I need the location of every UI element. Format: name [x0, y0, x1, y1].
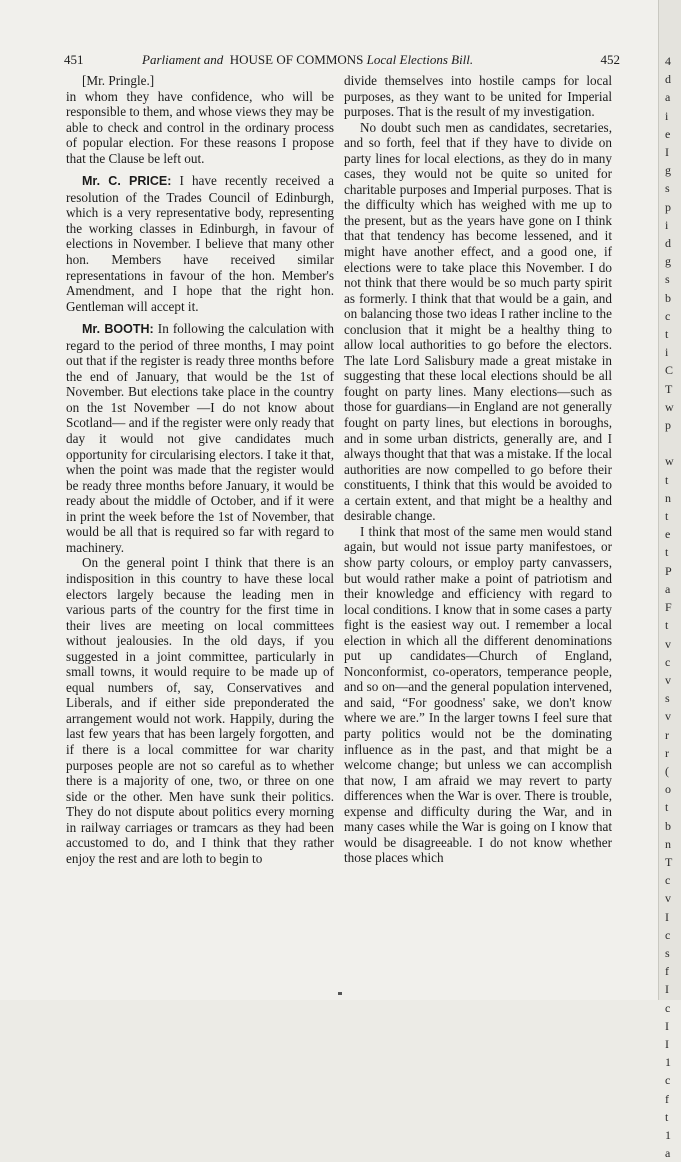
- paragraph-i-think: I think that most of the same men would stand again, but would not issue party manifestoes, or show party colours, or employ party canvassers, but would rather make a point of patriotism and their knowledge and efficiency with regard to local conditions. I know that in some cases a party fight is the easiest way out. I remember a local election in which all the different denominations put up candidates—Church of England, Nonconformist, co-operators, temperance people, and so on—and the general population intervened, and said, “For goodness' sake, we don't know where we are.” In the larger towns I feel sure that party politics would not be the dominating influence as in the past, and that might be a welcome change; but unless we can accomplish that now, I am afraid we may revert to party differences when the War is over. There is trouble, expense and difficulty during the War, and in many cases while the War is going on I know that would be disagreeable. I do not know whether those places which: [344, 523, 612, 866]
- left-column: [66, 73, 334, 866]
- running-title-center: HOUSE OF COMMONS: [229, 52, 364, 67]
- adjacent-page-text: 4 d a i e I g s p i d g s b c t i C T w p w t n t e t P a F t v c v s v r r ( o t b n T c v I c s f I c I I 1 c f t 1 a: [665, 54, 674, 1161]
- running-title-left: Parliament and: [142, 52, 224, 67]
- page-number-right: 452: [600, 52, 620, 67]
- paragraph-no-doubt: No doubt such men as candidates, secretaries, and so forth, feel that if they have to divide on party lines for local elections, as they do in many cases, they would not be quite so united for charitable purposes and Imperial purposes. That is the difficulty which has weighed with me up to the present, but as the years have gone on I think that that tendency has become lessened, and it might have another effect, and a good one, if elections were to take place this November. I do not think that there would be so much party spirit as formerly. I think that that would be a gain, and on balancing those two ideas I rather incline to the conclusion that it might be a healthy thing to allow local authorities to go before the electors. The late Lord Salisbury made a great mistake in suggesting that these local elections should be all fought on party lines. Many elections—such as those for guardians—in England are not generally fought on party lines, but elections in boroughs, and in some urban districts, generally are, and I always thought that that was a mistake. If the local authorities are now compelled to go before their constituents, I think that this would be avoided to a certain extent, and that might be a healthy and desirable change.: [344, 119, 612, 524]
- speech-price: I have recently received a resolution of the Trades Council of Edinburgh, which is a very representative body, representing the working classes in Edinburgh, in favour of elections in November. I believe that many other hon. Members have received similar representations in favour of the hon. Member's Amendment, and I hope that the right hon. Gentleman will accept it.: [66, 173, 335, 314]
- continuation-speaker: [Mr. Pringle.]: [82, 73, 155, 88]
- running-title-right: Local Elections Bill.: [366, 52, 474, 67]
- paragraph-continuation: divide themselves into hostile camps for local purposes, as they want to be united for Imperial purposes. That is the result of my investigation.: [344, 73, 612, 120]
- running-title: [142, 52, 473, 68]
- paragraph-price: [66, 173, 334, 314]
- paragraph-booth: [66, 321, 334, 555]
- speech-booth: In following the calculation with regard to the period of three months, I may point out that if the register is ready three months before the end of January, that would be the 1st of November. But elections take place in the country on the 1st November —I do not know about Scotland— and if the register were only ready that day it would not give candidates much opportunity for circularising electors. I take it that, when the point was made that the register would be ready three months before January, it would be ready about the middle of October, and if it were in print the week before the 1st of November, that would be all that is required so far with regard to machinery.: [66, 321, 334, 555]
- page-number-left: 451: [64, 52, 84, 67]
- right-column: [344, 73, 612, 866]
- paragraph-pringle: in whom they have confidence, who will be responsible to them, and whose views they may be able to check and control in the ordinary process of popular election. For these reasons I propose that the Clause be left out.: [66, 88, 334, 166]
- speaker-name-booth: Mr. BOOTH:: [82, 322, 154, 337]
- paragraph-general-point: On the general point I think that there is an indisposition in this country to have these local electors largely because the leading men in various parts of the country for the first time in their lives are meeting on local committees without jealousies. In the old days, if you suggested in a joint committee, particularly in small towns, it would require to be made up of equal numbers of, say, Conservatives and Liberals, and if either side preponderated the arrangement would not work. Happily, during the last few years that has been largely forgotten, and if there is a local committee for war charity purposes people are not so careful as to whether there is a majority of one, two, or three on one side or the other. Men have sunk their politics. They do not dispute about politics every morning in railway carriages or tramcars as they had been accustomed to do, and I think that they rather enjoy the rest and are loth to begin to: [66, 555, 334, 866]
- adjacent-page-edge: [658, 0, 681, 1161]
- speaker-name-price: Mr. C. PRICE:: [82, 174, 172, 189]
- page-header: [64, 52, 620, 70]
- print-mark: [338, 992, 342, 995]
